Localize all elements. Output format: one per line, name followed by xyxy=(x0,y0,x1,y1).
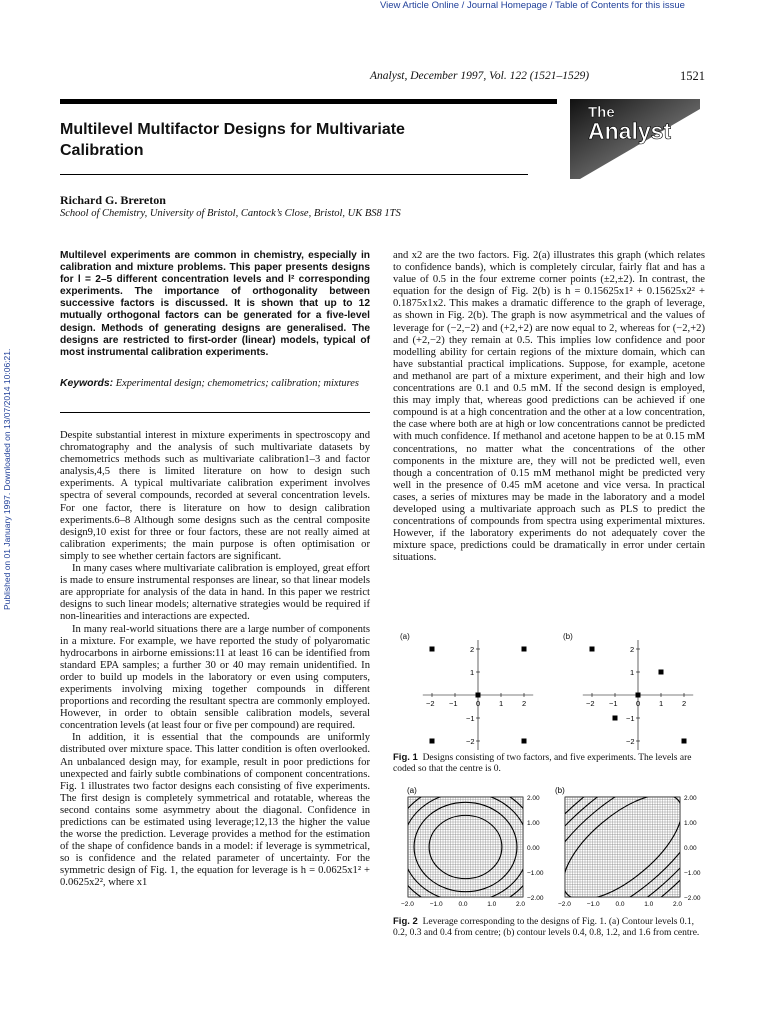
fig2-panel-a-label: (a) xyxy=(407,786,417,795)
figure-2 xyxy=(393,785,713,915)
journal-homepage-link[interactable]: Journal Homepage xyxy=(466,0,548,11)
figure-1 xyxy=(393,640,713,750)
grid xyxy=(565,797,680,897)
download-note xyxy=(0,300,14,610)
x-tick-label: −1.0 xyxy=(429,901,443,908)
grid xyxy=(408,797,523,897)
x-tick-label: 1 xyxy=(659,699,664,708)
logo-name: Analyst xyxy=(588,118,672,144)
x-tick-label: −2.0 xyxy=(401,901,414,908)
y-tick-label: 2.00 xyxy=(684,795,697,802)
abstract: Multilevel experiments are common in chemistry, especially in calibration and mixture problems. This paper presents designs for l = 2–5 different concentration levels and l² corresponding experiments. The importance of orthogonality between successive factors is discussed. It is shown that up to 12 mutually orthogonal factors can be generated for a five-level design. Methods of generating designs are generalised. The designs are restricted to first-order (linear) models, typical of most instrumental calibration experiments. xyxy=(60,250,370,358)
y-tick-label: −2.00 xyxy=(684,895,701,902)
x-tick-label: 1.0 xyxy=(487,901,497,908)
x-tick-label: 2 xyxy=(682,699,687,708)
x-tick-label: −2 xyxy=(426,699,435,708)
fig1-caption-label: Fig. 1 xyxy=(393,752,418,763)
article-title: Multilevel Multifactor Designs for Multivariate Calibration xyxy=(60,121,405,159)
keywords-rule xyxy=(60,412,370,413)
y-tick-label: −2 xyxy=(626,737,635,746)
fig1-panel-b xyxy=(583,640,693,750)
y-tick-label: 2.00 xyxy=(527,795,540,802)
keywords-label: Keywords: xyxy=(60,378,114,389)
paragraph: In many real-world situations there are a large number of components in a mixture. For example, we have reported the study of polyaromatic hydrocarbons in airborne emissions:11 at least 16 can be identified from standard EPA samples; a further 30 or 40 may remain unidentified. In order to build up models in the laboratory or even using computers, experiments involving mixing together compounds in different proportions and recording the resultant spectra are commonly employed. However, in order to obtain sensible calibration models, several concentration levels (at least four or five per compound) are required. xyxy=(60,623,370,732)
data-point xyxy=(522,647,527,652)
fig2-caption xyxy=(393,916,708,939)
y-tick-label: −1.00 xyxy=(684,870,701,877)
running-head: Analyst, December 1997, Vol. 122 (1521–1529) xyxy=(370,70,590,82)
x-tick-label: −2.0 xyxy=(558,901,571,908)
data-point xyxy=(659,670,664,675)
paragraph: and x2 are the two factors. Fig. 2(a) illustrates this graph (which relates to confidence bands), which is completely circular, fairly flat and has a value of 0.5 in the four extreme corner points (±2,±2). In contrast, the equation for the design of Fig. 2(b) is h = 0.15625x1² + 0.15625x2² + 0.1875x1x2. This makes a dramatic difference to the graph of leverage, as shown in Fig. 2(b). The graph is now asymmetrical and the values of leverage for (−2,−2) and (+2,+2) are now equal to 2, whereas for (−2,+2) and (+2,−2) they remain at 0.5. This implies low confidence and poor modelling ability for certain regions of the mixture domain, which can have substantial practical implications. Suppose, for example, acetone and methanol are part of a mixture experiment, and their high and low concentrations are 0.1 and 0.5 mM. If the second design is employed, this may imply that, whereas good predictions can be achieved if one compound is at a high concentration and the other at a low concentration, the case where both are at high or low concentrations cannot be predicted with much confidence. If methanol and acetone happen to be at 0.15 mM concentrations, no matter what the concentrations of the other components in the mixture are, they will not be predicted well, even though a concentration of 0.15 mM methanol might be predicted very well in the presence of 0.45 mM acetone and vice versa. In practical cases, a series of mixtures may be made in the laboratory and a model developed using a multivariate approach such as PLS to predict the concentrations of compounds from spectra using experimental mixtures. However, if the laboratory experiments do not adequately cover the mixture space, predictions could be dramatically in error under certain situations. xyxy=(393,250,705,564)
y-tick-label: 1.00 xyxy=(684,820,697,827)
data-point xyxy=(476,693,481,698)
x-tick-label: 0.0 xyxy=(615,901,625,908)
data-point xyxy=(682,739,687,744)
x-tick-label: −2 xyxy=(586,699,595,708)
journal-logo xyxy=(570,99,700,179)
x-tick-label: 0.0 xyxy=(458,901,468,908)
fig2-panel-b-label: (b) xyxy=(555,786,565,795)
y-tick-label: 2 xyxy=(470,645,475,654)
paragraph: In many cases where multivariate calibration is employed, great effort is made to ensure instrumental responses are linear, so that linear models are appropriate for analysis of the data in hand. In this paper we restrict designs to such linear models; alternative strategies would be required if non-linearities and interactions are expected. xyxy=(60,563,370,623)
data-point xyxy=(636,693,641,698)
data-point xyxy=(430,647,435,652)
fig1-panel-a-label: (a) xyxy=(400,632,410,641)
author: Richard G. Brereton xyxy=(60,193,166,207)
header-rule xyxy=(60,99,557,104)
data-point xyxy=(522,739,527,744)
fig1-panel-b-label: (b) xyxy=(563,632,573,641)
fig2-caption-text: Leverage corresponding to the designs of Fig. 1. (a) Contour levels 0.1, 0.2, 0.3 and 0.4 from centre; (b) contour levels 0.4, 0.8, 1.2, and 1.6 from centre. xyxy=(393,917,700,938)
keywords xyxy=(60,378,370,390)
data-point xyxy=(613,716,618,721)
y-tick-label: 1 xyxy=(470,668,475,677)
right-column-body xyxy=(393,250,705,564)
x-tick-label: 0 xyxy=(476,699,481,708)
x-tick-label: 1.0 xyxy=(644,901,654,908)
y-tick-label: −1 xyxy=(626,714,635,723)
fig1-caption-text: Designs consisting of two factors, and five experiments. The levels are coded so that the centre is 0. xyxy=(393,753,692,774)
x-tick-label: −1 xyxy=(609,699,618,708)
y-tick-label: 2 xyxy=(630,645,635,654)
left-column-body xyxy=(60,430,370,890)
fig2-caption-label: Fig. 2 xyxy=(393,916,418,927)
y-tick-label: −1.00 xyxy=(527,870,544,877)
x-tick-label: 2.0 xyxy=(673,901,683,908)
data-point xyxy=(590,647,595,652)
view-article-online-link[interactable]: View Article Online xyxy=(380,0,460,11)
fig1-caption xyxy=(393,752,708,775)
fig1-panel-a xyxy=(423,640,533,750)
logo-the: The xyxy=(588,104,615,121)
top-links: View Article Online / Journal Homepage / Table of Contents for this issue xyxy=(380,0,685,11)
y-tick-label: −2.00 xyxy=(527,895,544,902)
x-tick-label: −1 xyxy=(449,699,458,708)
fig2-panel-a xyxy=(393,785,544,910)
x-tick-label: 0 xyxy=(636,699,641,708)
y-tick-label: −1 xyxy=(466,714,475,723)
paragraph: In addition, it is essential that the compounds are uniformly distributed over mixture space. This latter condition is often overlooked. An unbalanced design may, for example, result in poor predictions for unexpected and fairly subtle combinations of component concentrations. Fig. 1 illustrates two factor designs each consisting of five experiments. The first design is completely symmetrical and rotatable, whereas the second contains some asymmetry about the diagonal. Confidence in predictions can be estimated using leverage;12,13 the higher the value the worse the prediction. Leverage provides a method for the estimation of the shape of confidence bands in a model: if leverage is symmetrical, so is confidence and the related parameter of uncertainty. For the symmetric design of Fig. 1, the equation for leverage is h = 0.0625x1² + 0.0625x2², where x1 xyxy=(60,732,370,889)
y-tick-label: 0.00 xyxy=(527,845,540,852)
y-tick-label: −2 xyxy=(466,737,475,746)
title-rule xyxy=(60,174,528,175)
download-note-text: Published on 01 January 1997. Downloaded on 13/07/2014 10:06:21. xyxy=(2,348,12,610)
affiliation: School of Chemistry, University of Bristol, Cantock’s Close, Bristol, UK BS8 1TS xyxy=(60,208,401,219)
x-tick-label: 1 xyxy=(499,699,504,708)
page-number: 1521 xyxy=(680,69,705,83)
y-tick-label: 1 xyxy=(630,668,635,677)
keywords-text: Experimental design; chemometrics; calibration; mixtures xyxy=(115,378,359,389)
x-tick-label: −1.0 xyxy=(586,901,600,908)
y-tick-label: 1.00 xyxy=(527,820,540,827)
paragraph: Despite substantial interest in mixture experiments in spectroscopy and chromatography and the analysis of such multivariate datasets by chemometrics methods such as multivariate calibration1–3 and factor analysis,4,5 there is limited literature on how to design such experiments. A typical multivariate calibration experiment involves spectra of several compounds, recorded at several concentration levels. For one factor, there is literature on how to design calibration experiments.6–8 Although some designs such as the central composite design9,10 exist for three or four factors, these are not really aimed at calibration experiments; the main purpose is often optimisation or simply to see whether certain factors are significant. xyxy=(60,430,370,562)
table-of-contents-link[interactable]: Table of Contents for this issue xyxy=(554,0,685,11)
x-tick-label: 2 xyxy=(522,699,527,708)
data-point xyxy=(430,739,435,744)
x-tick-label: 2.0 xyxy=(516,901,526,908)
y-tick-label: 0.00 xyxy=(684,845,697,852)
